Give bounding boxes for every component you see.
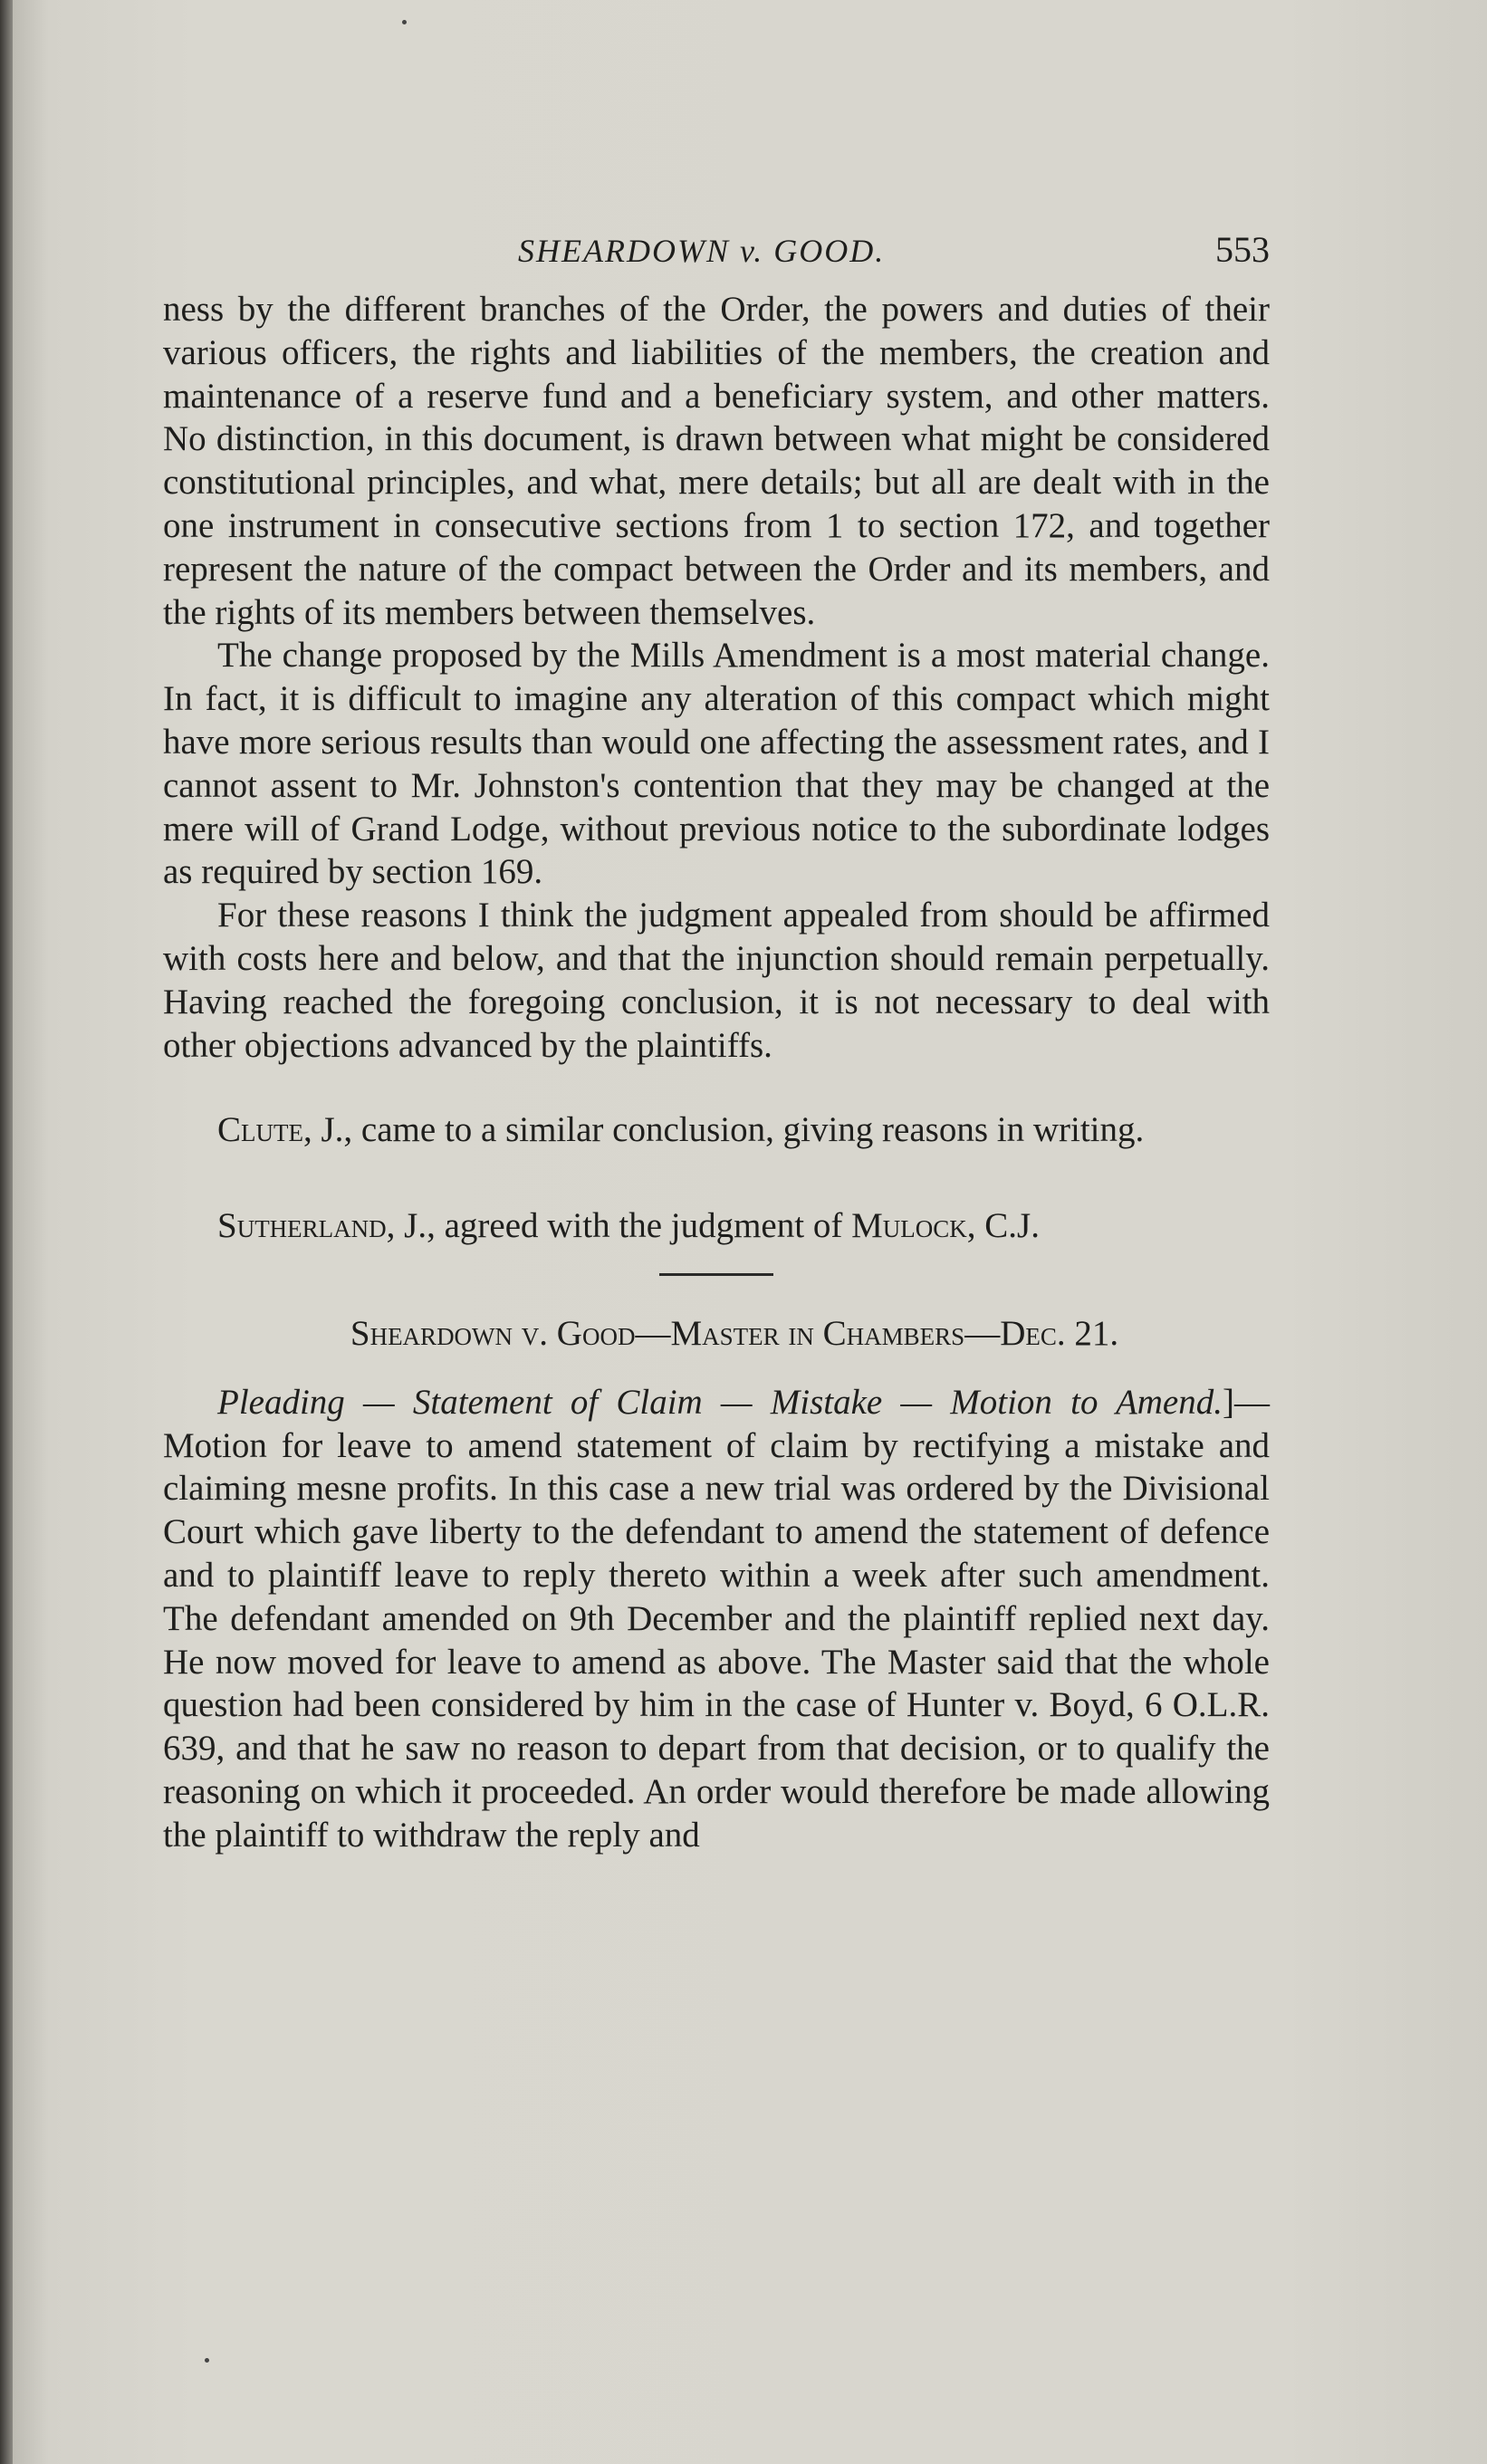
clute-opinion — [163, 1108, 1270, 1152]
page-number: 553 — [1215, 229, 1270, 270]
clute-text: , J., came to a similar conclusion, giving reasons in writing. — [303, 1110, 1145, 1150]
headnote — [163, 1381, 1270, 1857]
print-speck — [205, 2358, 209, 2363]
page-header — [163, 228, 1270, 283]
paragraph-conclusion: For these reasons I think the judgment appealed from should be affirmed with costs here and below, and that the injunction should remain perpetually. Having reached the foregoing conclusion, it is not necessary to deal with other objections advanced by the plaintiffs. — [163, 896, 1270, 1065]
running-title: SHEARDOWN v. GOOD. — [518, 233, 886, 269]
paragraph-mills-amendment: The change proposed by the Mills Amendment is a most material change. In fact, it is difficult to imagine any alteration of this compact which might have more serious results than would one affecting the assessment rates, and I cannot assent to Mr. Johnston's contention that they may be changed at the mere will of Grand Lodge, without previous notice to the subordinate lodges as required by section 169. — [163, 636, 1270, 892]
case-heading-dash: — — [635, 1313, 671, 1353]
judge-name-sutherland: Sutherland — [217, 1206, 387, 1246]
headnote-catchwords: Pleading — Statement of Claim — Mistake — Motion to Amend. — [217, 1382, 1223, 1422]
print-speck — [402, 20, 407, 24]
page-body — [163, 288, 1270, 1857]
case-heading — [163, 1312, 1270, 1356]
sutherland-text-end: , C.J. — [966, 1206, 1040, 1246]
sutherland-text: , J., agreed with the judgment of — [386, 1206, 852, 1246]
case-name: Sheardown v. Good — [350, 1313, 636, 1353]
judge-name-clute: Clute — [217, 1110, 303, 1150]
headnote-text: ]—Motion for leave to amend statement of claim by rectifying a mistake and claiming mesne profits. In this case a new trial was ordered by the Divisional Court which gave liberty to the defendant to amend the statement of defence and to plaintiff leave to reply thereto within a week after such amendment. The defendant amended on 9th December and the plaintiff replied next day. He now moved for leave to amend as above. The Master said that the whole question had been considered by him in the case of Hunter v. Boyd, 6 O.L.R. 639, and that he saw no reason to depart from that decision, or to qualify the reasoning on which it proceeded. An order would therefore be made allowing the plaintiff to withdraw the reply and — [163, 1382, 1270, 1855]
sutherland-opinion — [163, 1204, 1270, 1248]
case-heading-dash-2: — — [964, 1313, 1001, 1353]
case-date: Dec. 21. — [1000, 1313, 1119, 1353]
case-court: Master in Chambers — [670, 1313, 965, 1353]
section-divider-rule — [659, 1273, 773, 1276]
paragraph-continuation: ness by the different branches of the Order, the powers and duties of their various officers, the rights and liabilities of the members, the creation and maintenance of a reserve fund and a beneficiary system, and other matters. No distinction, in this document, is drawn between what might be considered constitutional principles, and what, mere details; but all are dealt with in the one instrument in consecutive sections from 1 to section 172, and together represent the nature of the compact between the Order and its members, and the rights of its members between themselves. — [163, 290, 1270, 632]
book-gutter-shadow — [0, 0, 13, 2464]
judge-name-mulock: Mulock — [851, 1206, 967, 1246]
